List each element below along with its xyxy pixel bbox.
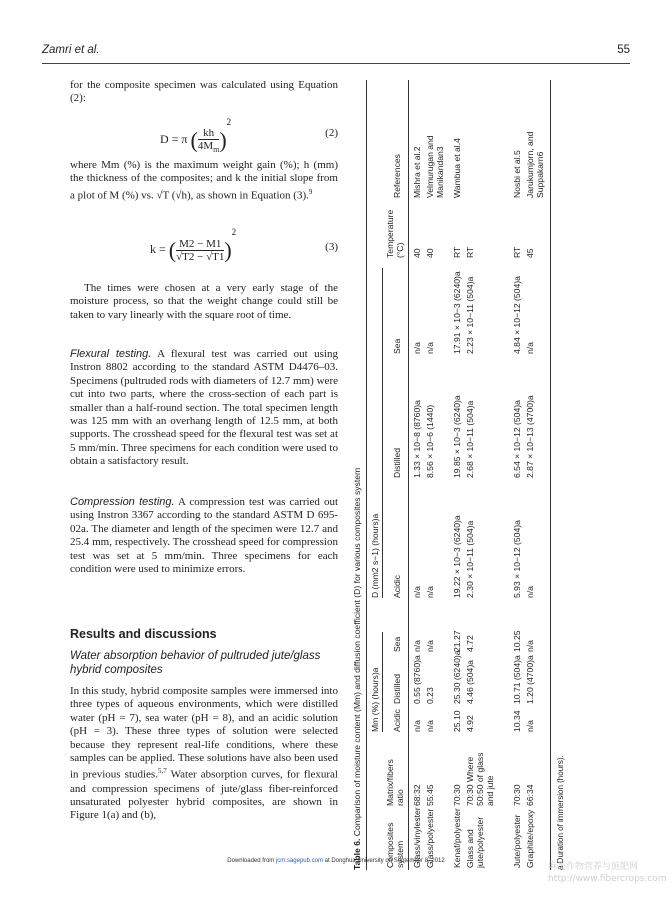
header-distilled: Distilled — [392, 673, 402, 704]
eq2-lhs: D = π — [160, 132, 188, 146]
table-cell-d-sea: 4.84 × 10−12 (504)a — [512, 276, 522, 354]
table-cell-temperature: RT — [465, 246, 475, 258]
table-cell-d-sea: n/a — [525, 342, 535, 354]
table-cell-d-acidic: n/a — [425, 586, 435, 598]
table-cell-d-acidic: 19.22 × 10−3 (6240)a — [452, 515, 462, 598]
table-cell-d-acidic: 5.93 × 10−12 (504)a — [512, 520, 522, 598]
subsection-heading: Water absorption behavior of pultruded jute/glass hybrid composites — [70, 650, 321, 677]
journal-link[interactable]: jcm.sagepub.com — [275, 858, 323, 864]
results-ref: 5,7 — [157, 767, 167, 776]
header-acidic: Acidic — [392, 709, 402, 732]
compression-text: A compression test was carried out using Instron 3367 according to the standard ASTM D 695-02a. The diameter and length of the specimen were 12.7 and 25.4 mm, respectively. The crosshead speed for compression test was set at 5 mm/min. Three specimens for each condition were used to minimize errors. — [70, 496, 338, 576]
table-caption-text: Comparison of moisture content (Mm) and diffusion coefficient (D) for various composites system — [352, 467, 362, 837]
eq2-exponent: 2 — [226, 117, 232, 127]
table-cell-d-sea: n/a — [412, 342, 422, 354]
table-cell-m-sea: 21.27 — [452, 630, 462, 652]
watermark — [548, 861, 667, 885]
table-cell-ratio: 55:45 — [425, 784, 435, 806]
definition-ref: 9 — [308, 187, 313, 196]
table-cell-d-distilled: 19.85 × 10−3 (6240)a — [452, 395, 462, 478]
table-caption — [352, 80, 362, 870]
page-number: 55 — [617, 44, 630, 56]
header-bottom-rule — [408, 80, 409, 870]
table-cell-system: Glass and jute/polyester — [465, 816, 485, 868]
table-cell-m-sea: n/a — [525, 640, 535, 652]
equation-3: k = ( $\frac{M2 - M1}{√T2 - √T1}$ )$^2$ (3) — [150, 227, 338, 263]
table-cell-system: Kenaf/polyester — [452, 808, 462, 868]
table-cell-m-acidic: 4.92 — [465, 715, 475, 732]
results-text: In this study, hybrid composite samples were immersed into three types of aqueous environments, which were distilled water (pH = 7), sea water (pH = 8), and an acidic solution (pH = 3). These three types of solution were selected because they represent real-life conditions, where these samples can be applied. These solutions have also been used in previous studies. — [70, 685, 338, 782]
results-section-title — [70, 628, 338, 642]
table-top-rule — [366, 80, 367, 870]
table-cell-ratio: 70:30 Where 50:50 of glass and jute — [465, 752, 495, 806]
table-cell-m-acidic: n/a — [425, 720, 435, 732]
table-cell-reference: Wambua et al.4 — [452, 138, 462, 198]
table-cell-reference: Velmurugan and Manikandan3 — [425, 135, 445, 198]
table-cell-d-sea: 17.91 × 10−3 (6240)a — [452, 271, 462, 354]
results-paragraph — [70, 685, 338, 823]
table-cell-temperature: 40 — [412, 248, 422, 258]
table-cell-m-distilled: 0.23 — [425, 687, 435, 704]
table-cell-m-distilled: 4.46 (504)a — [465, 660, 475, 704]
table-cell-reference: Jarukumjorn, and Suppakarn6 — [525, 131, 545, 198]
watermark-line-1: 麻类作物营养与施肥网 — [548, 862, 639, 872]
table-cell-reference: Nosbi et al.5 — [512, 150, 522, 198]
table-bottom-rule — [550, 80, 551, 870]
download-suffix: at Donghua University on September 8, 2012 — [322, 858, 445, 864]
water-absorption-subheading — [70, 649, 338, 678]
table-cell-temperature: 45 — [525, 248, 535, 258]
table-cell-ratio: 70:30 — [452, 784, 462, 806]
table-cell-m-sea: 4.72 — [465, 635, 475, 652]
eq3-exponent: 2 — [231, 227, 237, 237]
running-author: Zamri et al. — [42, 44, 100, 56]
header-ratio: Matrix/fibers ratio — [385, 759, 405, 806]
group-header-d: D (mm2 s−1) (hours)a — [370, 513, 380, 598]
header-system: Composites system — [385, 822, 405, 868]
table-cell-m-distilled: 1.20 (4700)a — [525, 655, 535, 704]
table-6-container — [352, 80, 606, 870]
eq3-numerator: M2 − M1 — [176, 238, 224, 251]
flexural-paragraph — [70, 348, 338, 469]
header-d-acidic: Acidic — [392, 575, 402, 598]
compression-paragraph — [70, 496, 338, 576]
header-temperature: Temperature (°C) — [385, 209, 405, 258]
header-sea: Sea — [392, 636, 402, 652]
table-cell-system: Graphite/epoxy — [525, 809, 535, 868]
times-paragraph — [70, 282, 338, 322]
table-footnote: a Duration of immersion (hours). — [556, 755, 565, 870]
table-cell-m-acidic: n/a — [412, 720, 422, 732]
download-prefix: Downloaded from — [227, 858, 276, 864]
table-cell-m-acidic: 25.10 — [452, 710, 462, 732]
table-cell-ratio: 66:34 — [525, 784, 535, 806]
table-cell-d-distilled: 6.54 × 10−12 (504)a — [512, 400, 522, 478]
header-rule — [42, 63, 630, 64]
table-cell-temperature: RT — [452, 246, 462, 258]
table-cell-m-sea: n/a — [425, 640, 435, 652]
table-cell-d-distilled: 8.56 × 10−6 (1440) — [425, 404, 435, 478]
table-cell-system: Jute/polyester — [512, 814, 522, 868]
eq2-den-sub: m — [213, 144, 220, 154]
compression-heading: Compression testing. — [70, 496, 175, 508]
header-d-sea: Sea — [392, 338, 402, 354]
table-cell-d-distilled: 2.87 × 10−13 (4700)a — [525, 395, 535, 478]
intro-paragraph — [70, 79, 338, 106]
group-header-mm: Mm (%) (hours)a — [370, 667, 380, 732]
table-cell-m-distilled: 10.71 (504)a — [512, 655, 522, 704]
table-cell-d-sea: 2.23 × 10−11 (504)a — [465, 276, 475, 354]
eq3-label: (3) — [325, 241, 338, 253]
times-text: The times were chosen at a very early stage of the moisture process, so that the weight change could still be taken to vary linearly with the square root of time. — [70, 282, 338, 321]
table-6 — [352, 80, 606, 870]
results-heading: Results and discussions — [70, 627, 217, 641]
flexural-text: A flexural test was carried out using Instron 8802 according to the standard ASTM D4476–03. Specimens (pultruded rods with diameters of 12.7 mm) were cut into two parts, where the cross-section of each part is smaller than a half-round section. The total specimen length was 125 mm with an overhang length of 12.5 mm, at both supports. The crosshead speed for the flexural test was set at 5 mm/min. Three specimens for each condition were used to obtain a satisfactory result. — [70, 348, 338, 468]
table-cell-reference: Mishra et al.2 — [412, 146, 422, 198]
table-cell-m-sea: 10.25 — [512, 630, 522, 652]
eq2-label: (2) — [325, 127, 338, 139]
table-cell-m-distilled: 25.30 (6240)a — [452, 650, 462, 704]
watermark-line-2: http://www.fibercrops.com — [548, 874, 667, 884]
table-cell-temperature: 40 — [425, 248, 435, 258]
table-label: Table 6. — [352, 838, 362, 870]
equation-2: D = π ( $\frac{kh}{4M_m}$ )$^2$ (2) — [160, 117, 338, 154]
group-rule-d — [382, 268, 383, 598]
running-header — [42, 44, 630, 62]
eq2-numerator: kh — [198, 127, 220, 140]
intro-text: for the composite specimen was calculated using Equation (2): — [70, 79, 338, 105]
table-cell-m-acidic: 10.34 — [512, 710, 522, 732]
table-cell-system: Glass/polyester — [425, 808, 435, 868]
table-cell-d-distilled: 2.68 × 10−11 (504)a — [465, 400, 475, 478]
table-cell-system: Glass/vinylester — [412, 807, 422, 868]
table-cell-d-sea: n/a — [425, 342, 435, 354]
table-cell-ratio: 68:32 — [412, 784, 422, 806]
eq3-lhs: k = — [150, 242, 166, 256]
table-cell-m-sea: n/a — [412, 640, 422, 652]
flexural-heading: Flexural testing. — [70, 348, 152, 360]
eq2-denominator: 4M — [197, 139, 214, 152]
table-cell-d-acidic: n/a — [525, 586, 535, 598]
definition-paragraph — [70, 159, 338, 203]
definition-text: where Mm (%) is the maximum weight gain (%); h (mm) the thickness of the composites; and k the initial slope from a plot of M (%) vs. √T (√h), as shown in Equation (3). — [70, 159, 338, 202]
table-cell-d-distilled: 1.33 × 10−8 (8760)a — [412, 400, 422, 478]
group-rule-mm — [382, 632, 383, 732]
table-cell-d-acidic: 2.30 × 10−11 (504)a — [465, 520, 475, 598]
eq3-denominator: √T2 − √T1 — [176, 250, 225, 263]
table-cell-temperature: RT — [512, 246, 522, 258]
header-references: References — [392, 154, 402, 198]
results-text-continued: Water absorption curves, for flexural and compression specimens of jute/glass fiber-reinforced unsaturated polyester hybrid composites, are shown in Figure 1(a) and (b), — [70, 769, 338, 822]
table-cell-m-acidic: n/a — [525, 720, 535, 732]
table-cell-d-acidic: n/a — [412, 586, 422, 598]
header-d-distilled: Distilled — [392, 447, 402, 478]
table-cell-m-distilled: 0.55 (8760)a — [412, 655, 422, 704]
table-cell-ratio: 70:30 — [512, 784, 522, 806]
